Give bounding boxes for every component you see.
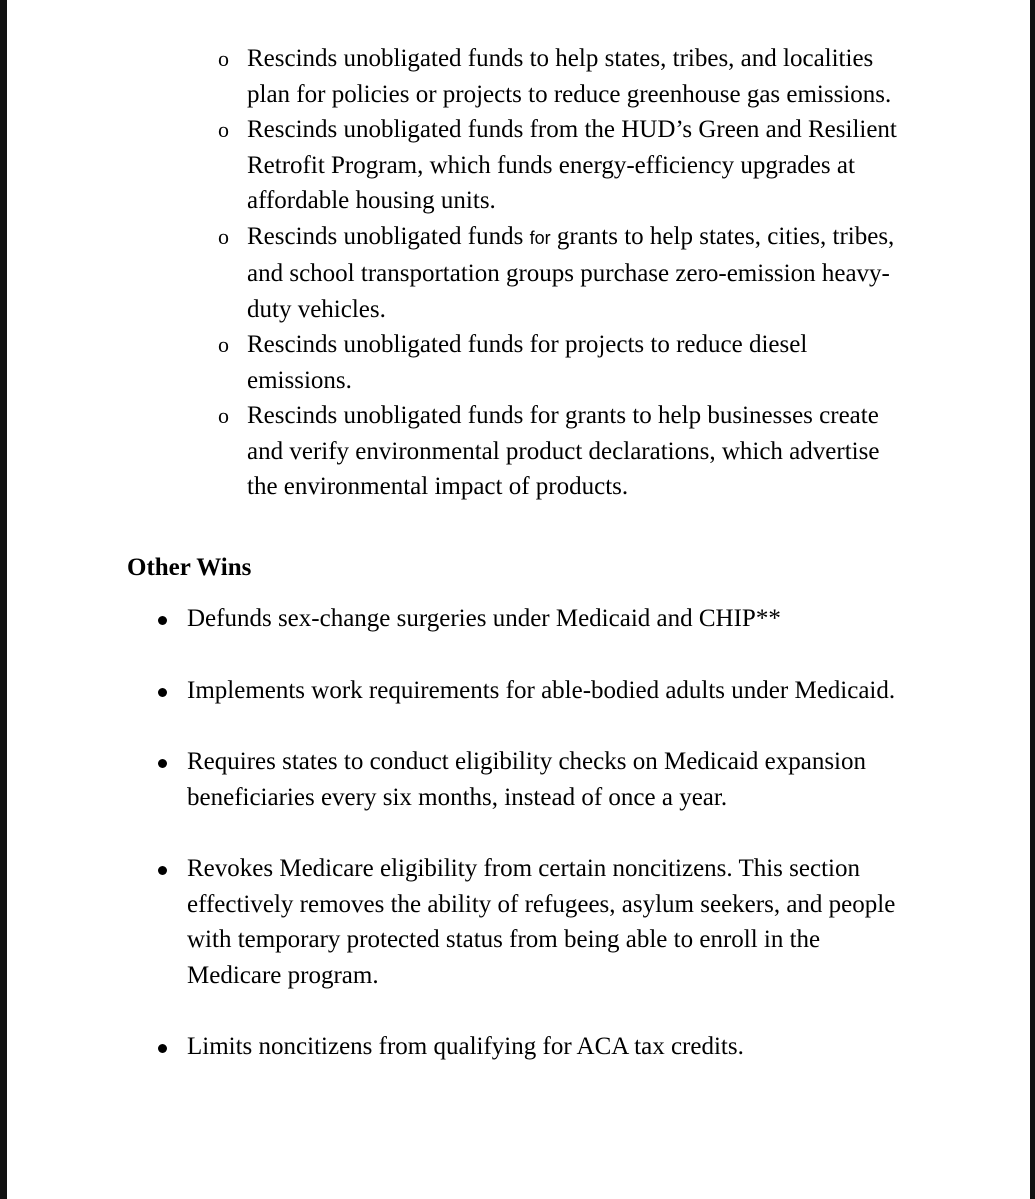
bullet-text: Limits noncitizens from qualifying for ACA tax credits.	[187, 1033, 744, 1060]
sub-bullet-text-start: Rescinds unobligated funds	[247, 222, 530, 250]
bullet-item	[7, 673, 917, 709]
sub-bullet-item	[7, 327, 907, 398]
sub-bullet-text-end: grants to help states, cities, tribes, and school transportation groups purchase zero-emission heavy-duty vehicles.	[247, 222, 895, 323]
sub-bullet-text: Rescinds unobligated funds for grants to help businesses create and verify environmental product declarations, which advertise the environmental impact of products.	[247, 402, 880, 500]
sub-bullet-text: Rescinds unobligated funds from the HUD’s Green and Resilient Retrofit Program, which funds energy-efficiency upgrades at affordable housing units.	[247, 116, 897, 214]
filled-bullet-icon	[158, 866, 167, 875]
bullet-item	[7, 851, 917, 993]
hollow-circle-bullet-icon: o	[218, 332, 229, 357]
hollow-circle-bullet-icon: o	[218, 117, 229, 142]
bullet-item	[7, 601, 917, 637]
filled-bullet-icon	[158, 1044, 167, 1053]
sub-bullet-text-small-word: for	[529, 227, 551, 248]
section-heading: Other Wins	[127, 554, 252, 581]
filled-bullet-icon	[158, 688, 167, 697]
sub-bullet-item	[7, 398, 907, 505]
bullet-text: Revokes Medicare eligibility from certain noncitizens. This section effectively removes the ability of refugees, asylum seekers, and people with temporary protected status from being able to enroll in the Medicare program.	[187, 855, 896, 989]
filled-bullet-icon	[158, 759, 167, 768]
document-page	[7, 0, 1030, 1199]
sub-bullet-list	[7, 41, 907, 505]
page-left-edge	[0, 0, 7, 1199]
bullet-text: Implements work requirements for able-bodied adults under Medicaid.	[187, 676, 896, 704]
bullet-item	[7, 1029, 917, 1065]
bullet-text: Defunds sex-change surgeries under Medicaid and CHIP**	[187, 605, 781, 632]
sub-bullet-text: Rescinds unobligated funds for projects to reduce diesel emissions.	[247, 331, 808, 394]
sub-bullet-item	[7, 41, 907, 112]
bullet-text: Requires states to conduct eligibility checks on Medicaid expansion beneficiaries every six months, instead of once a year.	[187, 748, 867, 811]
filled-bullet-icon	[158, 616, 167, 625]
hollow-circle-bullet-icon: o	[218, 403, 229, 428]
hollow-circle-bullet-icon: o	[218, 223, 229, 249]
page-right-edge	[1030, 0, 1035, 1199]
sub-bullet-text: Rescinds unobligated funds to help states, tribes, and localities plan for policies or projects to reduce greenhouse gas emissions.	[247, 45, 892, 108]
sub-bullet-item	[7, 219, 907, 328]
bullet-list	[7, 601, 917, 1101]
bullet-item	[7, 744, 917, 815]
sub-bullet-item	[7, 112, 907, 219]
hollow-circle-bullet-icon: o	[218, 46, 229, 71]
